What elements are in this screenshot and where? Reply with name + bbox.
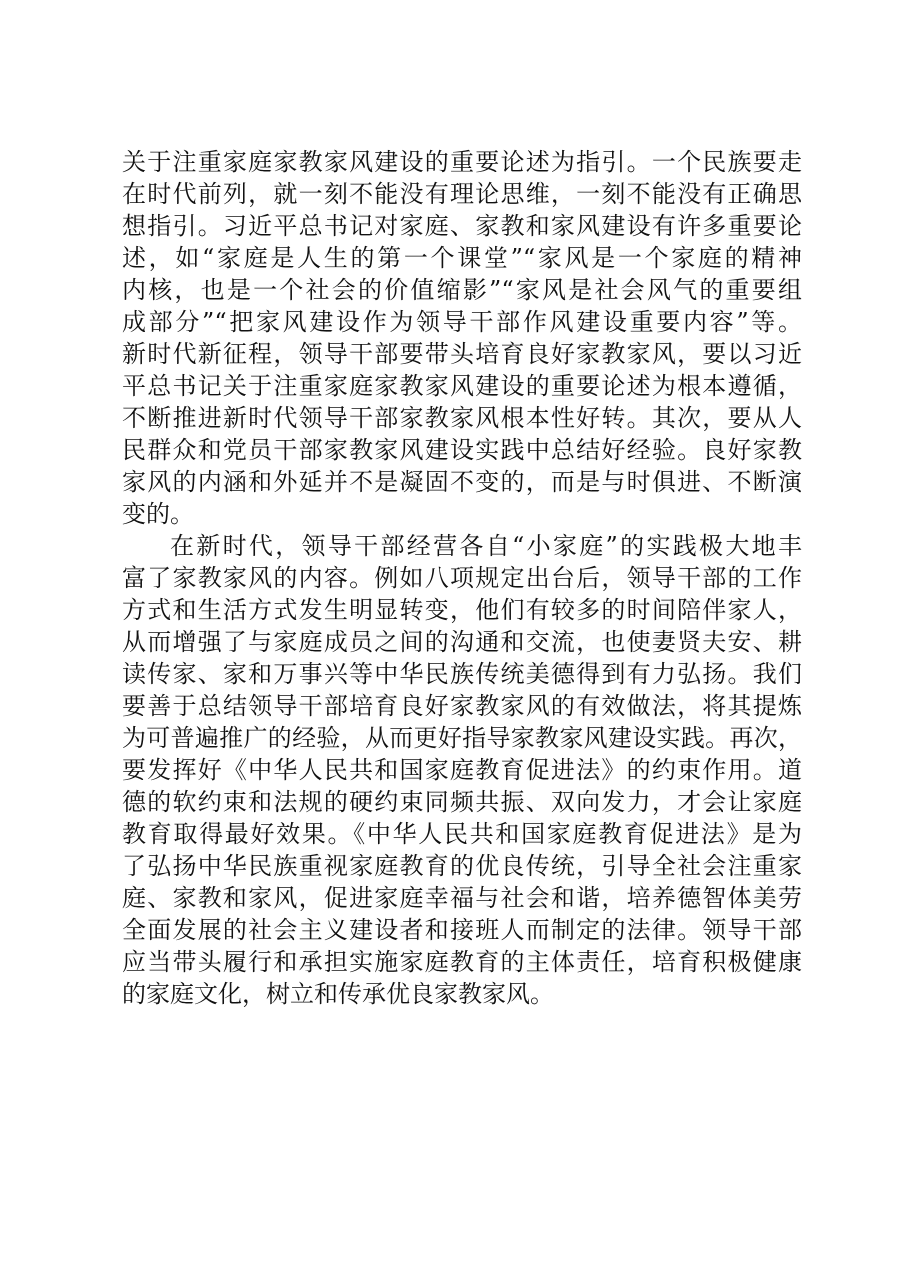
paragraph-2: [122, 530, 802, 1010]
text-line: 成部分”“把家风建设作为领导干部作风建设重要内容”等。: [122, 308, 802, 336]
text-line: 在新时代，领导干部经营各自“小家庭”的实践极大地丰: [170, 532, 802, 560]
text-line: 不断推进新时代领导干部家教家风根本性好转。其次，要从人: [122, 404, 802, 432]
text-line: 方式和生活方式发生明显转变，他们有较多的时间陪伴家人，: [122, 596, 802, 624]
document-body: [122, 146, 802, 1010]
text-line: 富了家教家风的内容。例如八项规定出台后，领导干部的工作: [122, 564, 802, 592]
text-line: 了弘扬中华民族重视家庭教育的优良传统，引导全社会注重家: [122, 852, 802, 880]
text-line: 德的软约束和法规的硬约束同频共振、双向发力，才会让家庭: [122, 788, 802, 816]
text-line: 述，如“家庭是人生的第一个课堂”“家风是一个家庭的精神: [122, 244, 802, 272]
text-line: 全面发展的社会主义建设者和接班人而制定的法律。领导干部: [122, 916, 802, 944]
text-line: 平总书记关于注重家庭家教家风建设的重要论述为根本遵循，: [122, 372, 802, 400]
text-line: 新时代新征程，领导干部要带头培育良好家教家风，要以习近: [122, 340, 802, 368]
text-line: 内核，也是一个社会的价值缩影”“家风是社会风气的重要组: [122, 276, 802, 304]
text-line: 庭、家教和家风，促进家庭幸福与社会和谐，培养德智体美劳: [122, 884, 802, 912]
text-line: 为可普遍推广的经验，从而更好指导家教家风建设实践。再次，: [122, 724, 802, 752]
text-line: 读传家、家和万事兴等中华民族传统美德得到有力弘扬。我们: [122, 660, 802, 688]
text-line: 的家庭文化，树立和传承优良家教家风。: [122, 980, 554, 1008]
text-line: 想指引。习近平总书记对家庭、家教和家风建设有许多重要论: [122, 212, 802, 240]
text-line: 关于注重家庭家教家风建设的重要论述为指引。一个民族要走: [122, 148, 802, 176]
text-line: 民群众和党员干部家教家风建设实践中总结好经验。良好家教: [122, 436, 802, 464]
text-line: 在时代前列，就一刻不能没有理论思维，一刻不能没有正确思: [122, 180, 802, 208]
paragraph-1: [122, 146, 802, 530]
text-line: 应当带头履行和承担实施家庭教育的主体责任，培育积极健康: [122, 948, 802, 976]
text-line: 家风的内涵和外延并不是凝固不变的，而是与时俱进、不断演: [122, 468, 802, 496]
text-line: 教育取得最好效果。《中华人民共和国家庭教育促进法》是为: [122, 820, 802, 848]
text-line: 从而增强了与家庭成员之间的沟通和交流，也使妻贤夫安、耕: [122, 628, 802, 656]
text-line: 要发挥好《中华人民共和国家庭教育促进法》的约束作用。道: [122, 756, 802, 784]
text-line: 变的。: [122, 500, 194, 528]
text-line: 要善于总结领导干部培育良好家教家风的有效做法，将其提炼: [122, 692, 802, 720]
